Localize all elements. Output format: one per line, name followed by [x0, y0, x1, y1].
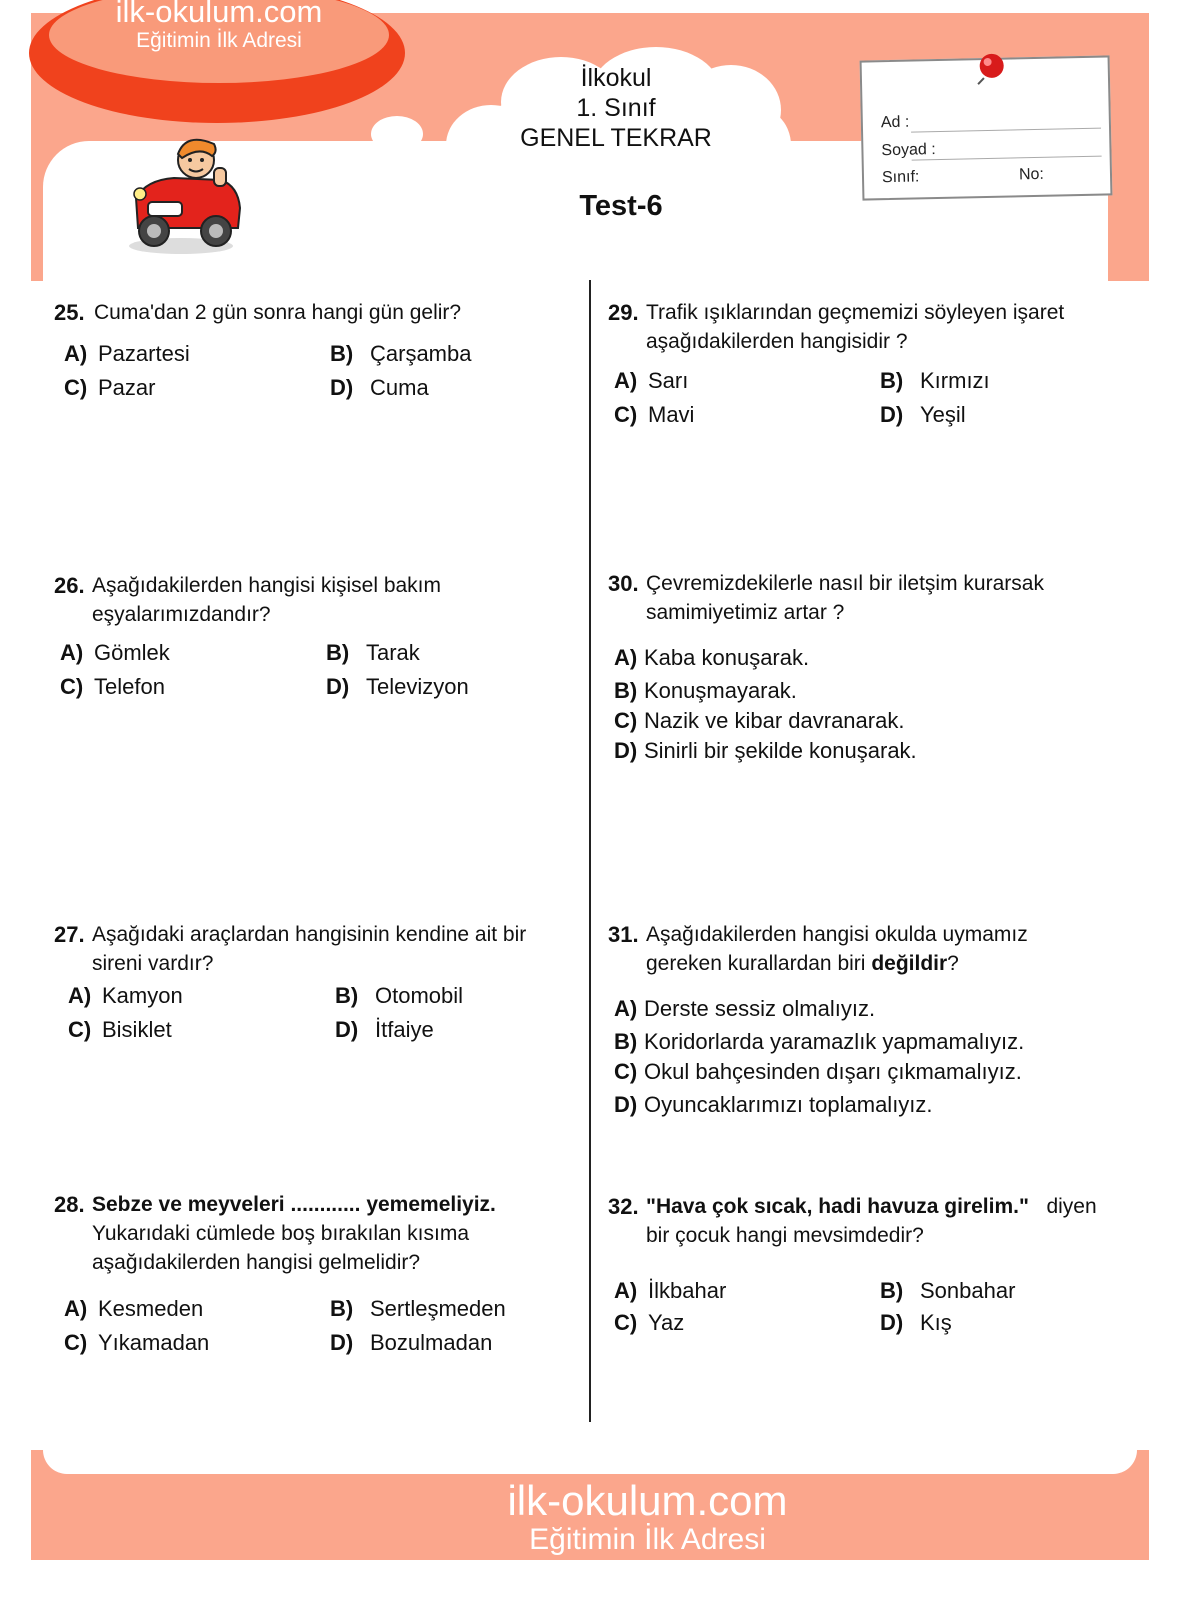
option-d[interactable]: D) Televizyon: [326, 674, 469, 699]
option-a[interactable]: A) Kesmeden: [64, 1296, 204, 1321]
option-d[interactable]: D) Oyuncaklarımızı toplamalıyız.: [614, 1092, 933, 1117]
name-field[interactable]: Ad :: [881, 114, 910, 133]
option-d[interactable]: D) İtfaiye: [335, 1017, 434, 1042]
option-b[interactable]: B) Koridorlarda yaramazlık yapmamalıyız.: [614, 1029, 1025, 1054]
subject-title: GENEL TEKRAR: [520, 124, 712, 152]
pushpin-icon: [973, 49, 1010, 86]
negation-emphasis: değildir: [871, 952, 948, 975]
title-cloud: [441, 45, 791, 197]
option-a[interactable]: A) Kaba konuşarak.: [614, 645, 810, 670]
option-a[interactable]: A) Gömlek: [60, 640, 170, 665]
quoted-sentence: "Hava çok sıcak, hadi havuza girelim.": [646, 1195, 1029, 1218]
option-b[interactable]: B) Çarşamba: [330, 341, 472, 366]
option-c[interactable]: C) Nazik ve kibar davranarak.: [614, 708, 905, 733]
thought-bubble: [289, 181, 313, 199]
option-b[interactable]: B) Sertleşmeden: [330, 1296, 506, 1321]
option-c[interactable]: C) Telefon: [60, 674, 165, 699]
option-d[interactable]: D) Bozulmadan: [330, 1330, 493, 1355]
option-c[interactable]: C) Okul bahçesinden dışarı çıkmamalıyız.: [614, 1059, 1022, 1084]
student-info-card: [860, 55, 1113, 200]
option-b[interactable]: B) Kırmızı: [880, 368, 990, 393]
option-b[interactable]: B) Konuşmayarak.: [614, 678, 797, 703]
option-a[interactable]: A) Kamyon: [68, 983, 183, 1008]
thought-bubble: [259, 205, 277, 219]
surname-field[interactable]: Soyad :: [881, 141, 936, 160]
thought-bubble: [371, 116, 423, 152]
school-level: İlkokul: [580, 64, 652, 92]
option-c[interactable]: C) Yıkamadan: [64, 1330, 210, 1355]
option-c[interactable]: C) Mavi: [614, 402, 695, 427]
option-a[interactable]: A) İlkbahar: [614, 1278, 727, 1303]
logo-site-name: ilk-okulum.com: [115, 0, 323, 29]
option-b[interactable]: B) Otomobil: [335, 983, 464, 1008]
option-c[interactable]: C) Bisiklet: [68, 1017, 172, 1042]
question-text: Cuma'dan 2 gün sonra hangi gün gelir?: [94, 301, 462, 324]
option-c[interactable]: C) Pazar: [64, 375, 156, 400]
option-b[interactable]: B) Tarak: [326, 640, 420, 665]
option-d[interactable]: D) Yeşil: [880, 402, 966, 427]
footer-site-name: ilk-okulum.com: [507, 1477, 788, 1524]
option-a[interactable]: A) Derste sessiz olmalıyız.: [614, 996, 876, 1021]
column-divider: [589, 280, 591, 1422]
header-band: [31, 0, 1149, 281]
site-logo[interactable]: [29, 0, 405, 123]
car-driver-illustration: [126, 128, 246, 258]
option-d[interactable]: D) Kış: [880, 1310, 952, 1335]
option-a[interactable]: A) Sarı: [614, 368, 689, 393]
option-d[interactable]: D) Sinirli bir şekilde konuşarak.: [614, 738, 917, 763]
grade-label: 1. Sınıf: [576, 94, 656, 122]
option-c[interactable]: C) Yaz: [614, 1310, 685, 1335]
footer-slogan: Eğitimin İlk Adresi: [529, 1523, 766, 1556]
test-title: Test-6: [579, 190, 663, 222]
thought-bubble: [324, 143, 356, 167]
footer-logo[interactable]: [31, 1478, 1149, 1556]
option-b[interactable]: B) Sonbahar: [880, 1278, 1016, 1303]
option-d[interactable]: D) Cuma: [330, 375, 429, 400]
footer-band: [31, 1450, 1149, 1560]
class-field[interactable]: Sınıf:: [881, 168, 920, 187]
logo-slogan: Eğitimin İlk Adresi: [136, 29, 302, 52]
option-a[interactable]: A) Pazartesi: [64, 341, 190, 366]
number-field[interactable]: No:: [1018, 165, 1045, 184]
